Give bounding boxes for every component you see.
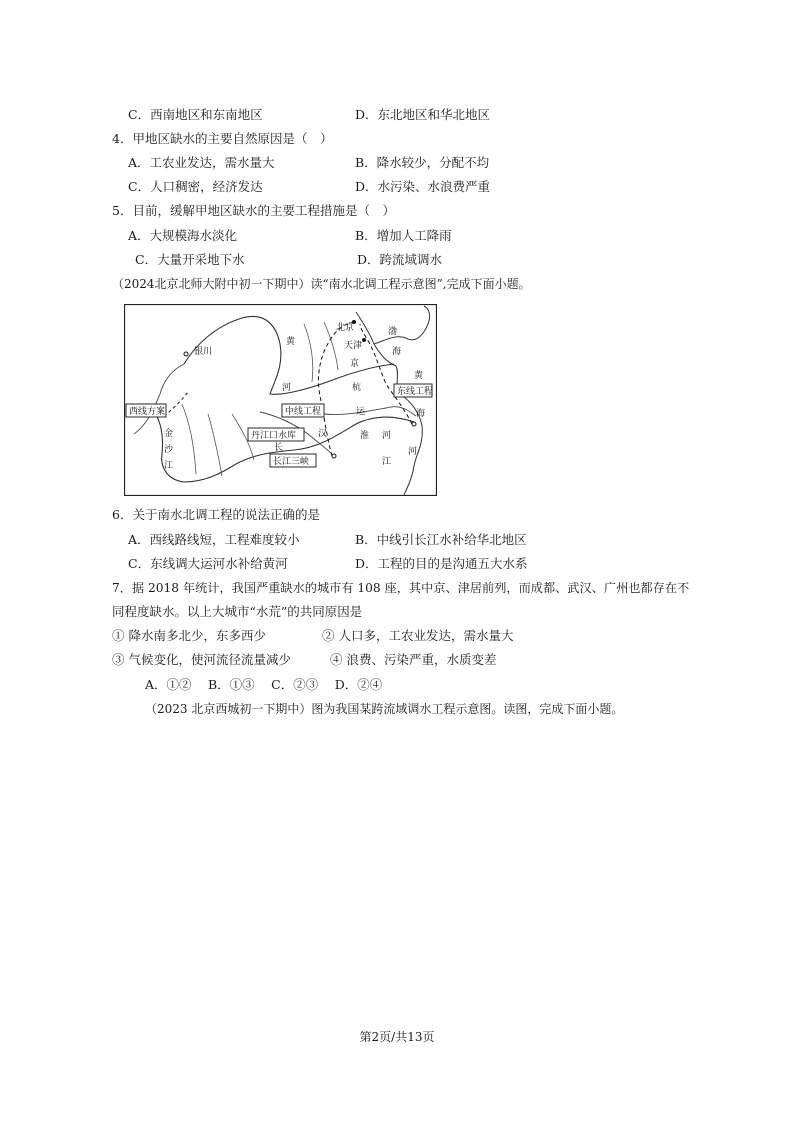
- map-label-han: 汉: [318, 429, 328, 439]
- q4-option-a: A．工农业发达，需水量大: [128, 155, 275, 170]
- map-label-tianjin: 天津: [344, 341, 363, 351]
- map-label-he: 河: [282, 383, 292, 393]
- map-label-middle-route: 中线工程: [285, 407, 322, 417]
- q4-option-d: D．水污染、水浪费严重: [355, 179, 491, 194]
- q7-stem-line2: 同程度缺水。以上大城市“水荒”的共同原因是: [112, 604, 363, 619]
- map-label-jin: 金: [164, 429, 174, 439]
- map-label-huanghai-hai: 海: [416, 409, 426, 419]
- map-label-jiang: 江: [164, 461, 174, 471]
- q6-option-d: D．工程的目的是沟通五大水系: [355, 556, 528, 571]
- q6-stem: 6．关于南水北调工程的说法正确的是: [112, 507, 320, 522]
- map-label-huang: 黄: [286, 337, 296, 347]
- map-label-jing: 京: [350, 359, 360, 369]
- q7-statement-1: ① 降水南多北少，东多西少: [112, 628, 266, 643]
- south-to-north-water-diversion-map: [124, 304, 437, 496]
- q6-option-a: A．西线路线短，工程难度较小: [128, 532, 300, 547]
- q6-option-c: C．东线调大运河水补给黄河: [128, 556, 288, 571]
- q7-statement-3: ③ 气候变化，使河流径流量减少: [112, 652, 291, 667]
- q4-option-b: B．降水较少，分配不均: [355, 155, 490, 170]
- map-label-sanxia: 长江三峡: [273, 457, 310, 467]
- q3-option-d: D．东北地区和华北地区: [355, 107, 491, 122]
- map-label-bohai-hai: 海: [392, 347, 402, 357]
- q4-stem: 4．甲地区缺水的主要自然原因是（ ）: [112, 131, 333, 146]
- source-note-1: （2024北京北师大附中初一下期中）读“南水北调工程示意图”,完成下面小题。: [112, 277, 531, 291]
- q5-option-b: B．增加人工降雨: [355, 228, 452, 243]
- map-label-huanghai-huang: 黄: [414, 371, 424, 381]
- q5-stem: 5．目前，缓解甲地区缺水的主要工程措施是（ ）: [112, 203, 395, 218]
- q4-option-c: C．人口稠密，经济发达: [128, 179, 263, 194]
- q5-option-d: D．跨流域调水: [357, 252, 443, 267]
- q5-option-a: A．大规模海水淡化: [128, 228, 238, 243]
- map-label-east-route: 东线工程: [397, 387, 434, 397]
- page-number: 第2页/共13页: [359, 1030, 435, 1044]
- q7-statement-2: ② 人口多，工农业发达，需水量大: [322, 628, 514, 643]
- map-label-west-route: 西线方案: [129, 407, 166, 417]
- source-note-2: （2023 北京西城初一下期中）图为我国某跨流域调水工程示意图。读图，完成下面小题。: [145, 702, 624, 716]
- q7-stem-line1: 7．据 2018 年统计，我国严重缺水的城市有 108 座，其中京、津居前列，而成都、武汉、广州也都存在不: [112, 581, 690, 595]
- map-label-yinchuan: 银川: [194, 347, 213, 357]
- map-label-huai: 淮: [360, 431, 370, 441]
- map-label-chang: 长: [274, 443, 284, 453]
- map-label-bo: 渤: [388, 327, 398, 337]
- map-label-huai-he: 河: [382, 431, 392, 441]
- q3-option-c: C．西南地区和东南地区: [128, 107, 263, 122]
- map-label-lake-he: 河: [408, 447, 418, 457]
- map-label-sha: 沙: [164, 445, 174, 455]
- q7-statement-4: ④ 浪费、污染严重，水质变差: [330, 652, 497, 667]
- map-label-changjiang-jiang: 江: [382, 457, 392, 467]
- map-label-hang: 杭: [352, 383, 362, 393]
- q5-option-c: C．大量开采地下水: [135, 252, 245, 267]
- map-label-yun: 运: [356, 407, 366, 417]
- map-label-danjiangkou: 丹江口水库: [251, 431, 297, 441]
- q6-option-b: B．中线引长江水补给华北地区: [355, 532, 527, 547]
- map-label-beijing: 北京: [336, 323, 355, 333]
- q7-choices: A．①② B．①③ C．②③ D．②④: [145, 677, 383, 692]
